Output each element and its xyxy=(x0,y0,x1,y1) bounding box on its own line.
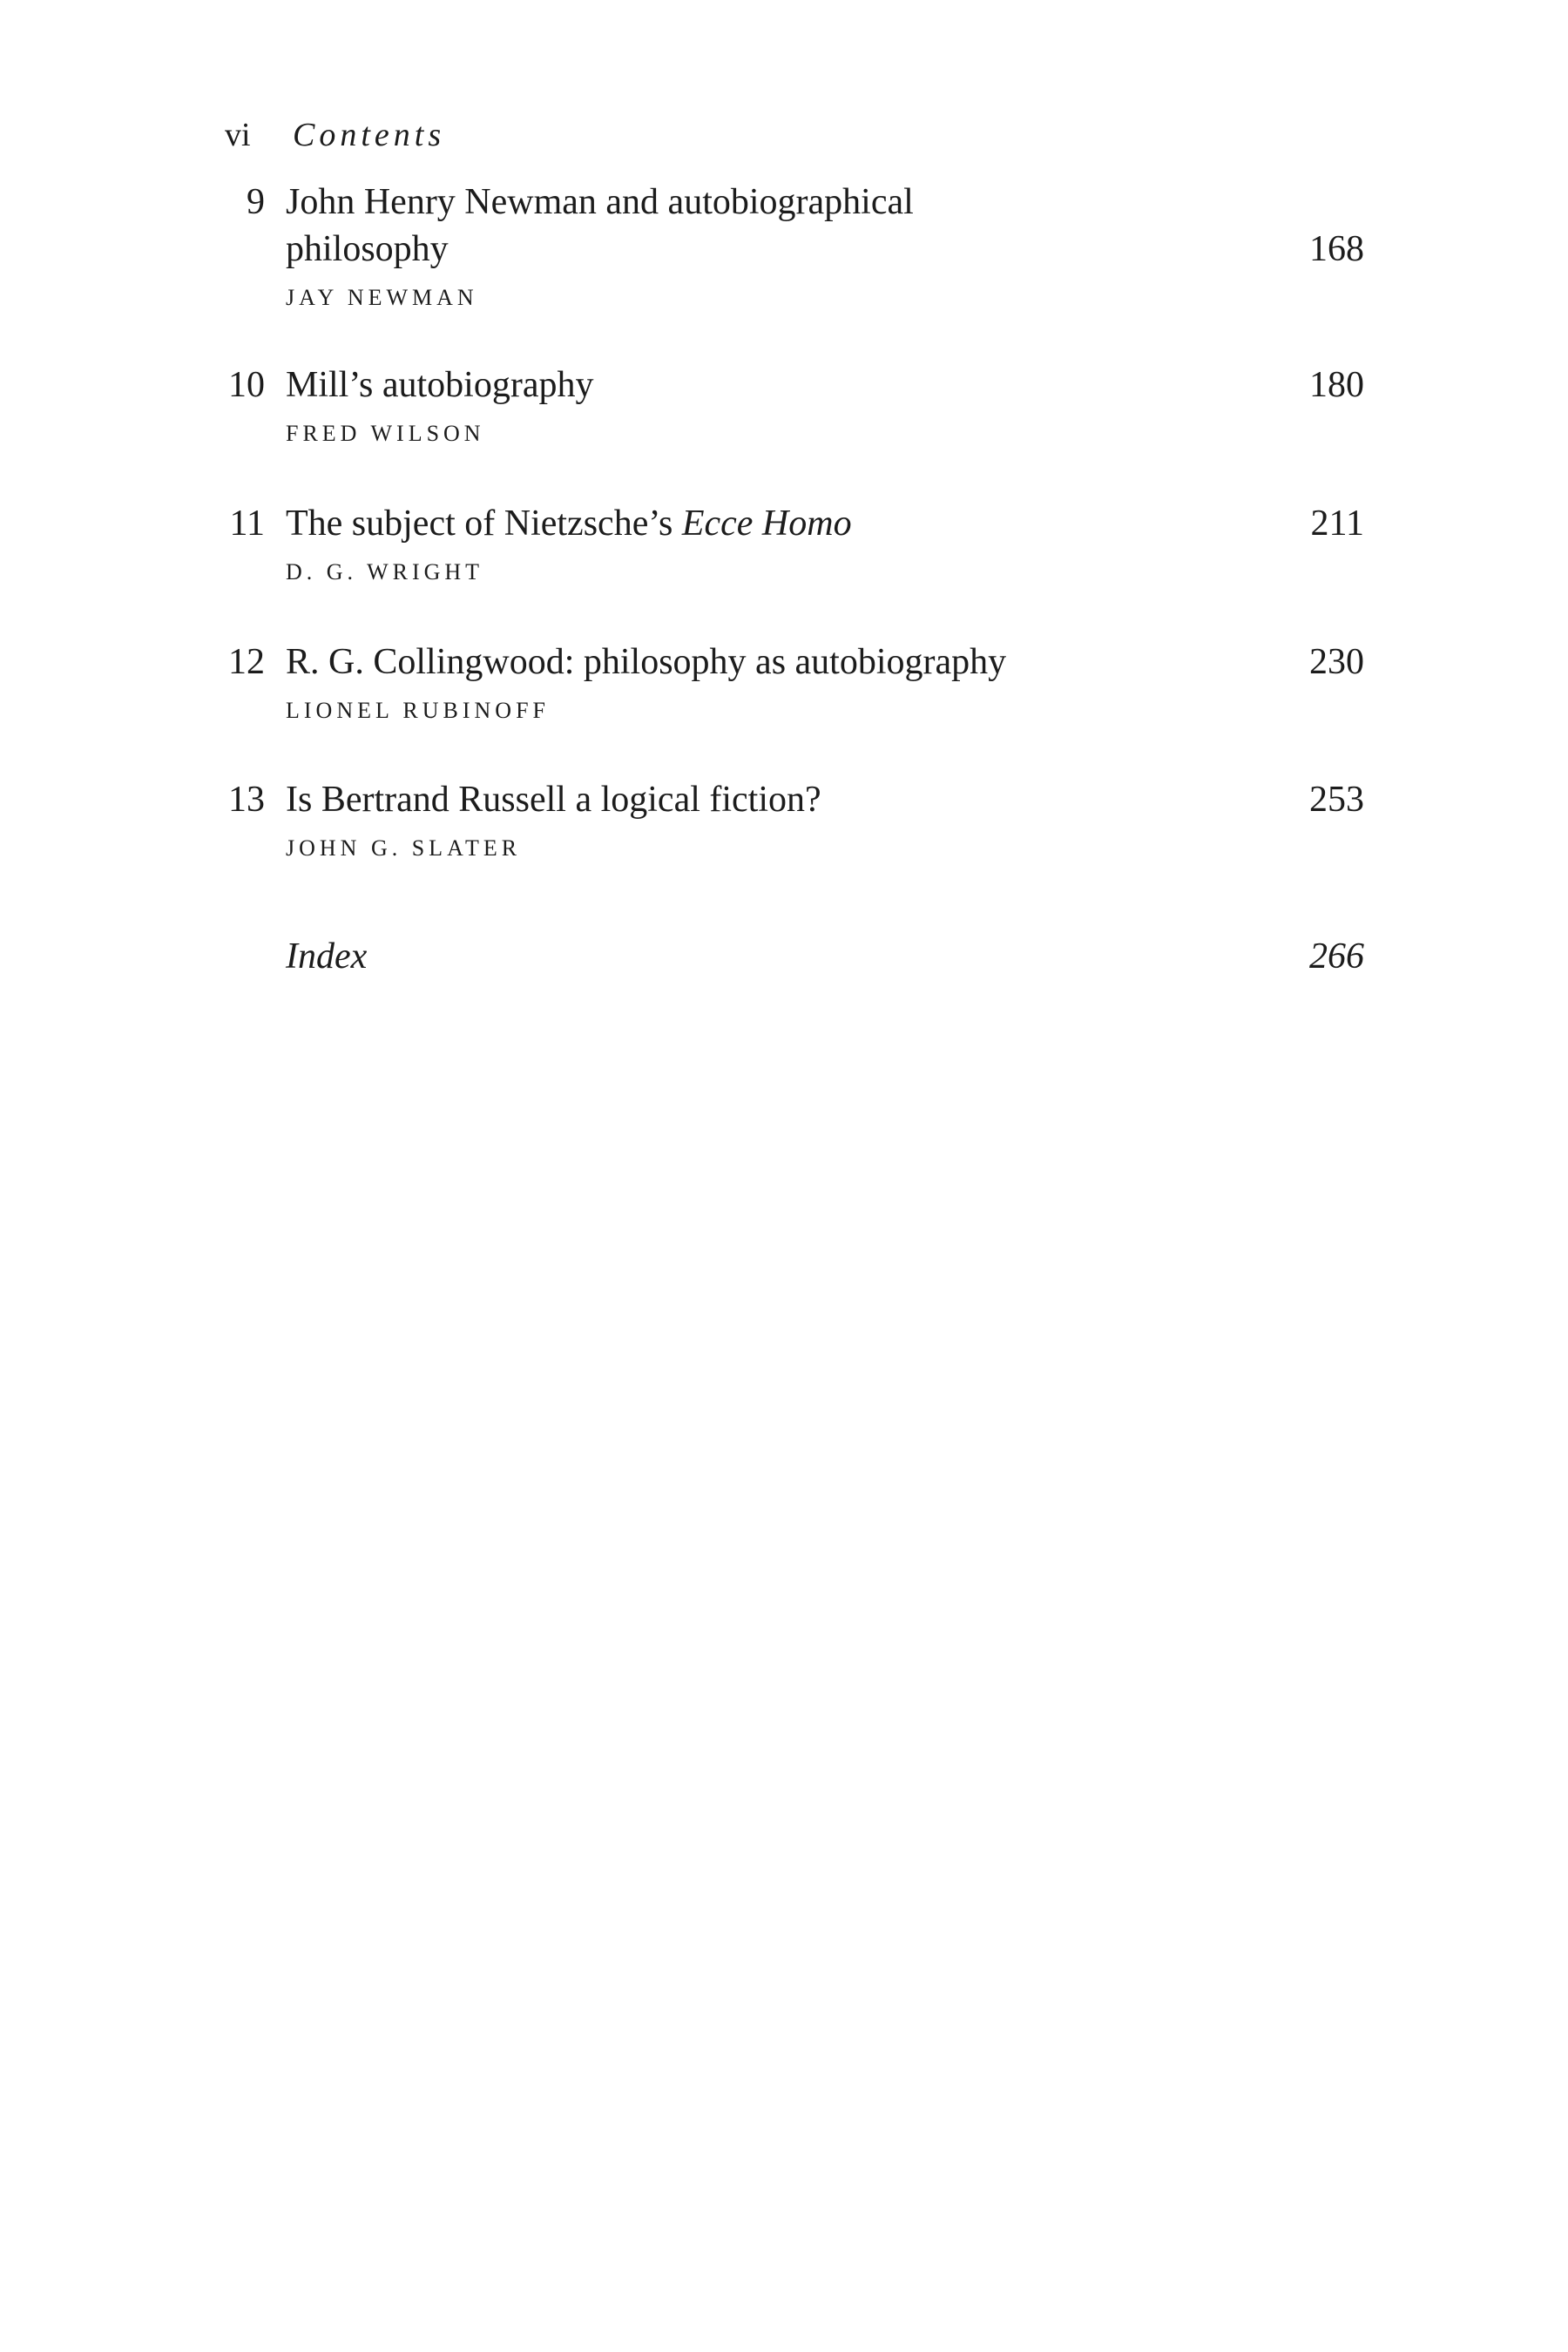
chapter-title[interactable] xyxy=(286,500,1157,547)
page-number: 253 xyxy=(1309,780,1364,820)
chapter-title-line: John Henry Newman and autobiographical xyxy=(286,182,914,222)
section-title: Contents xyxy=(293,117,446,153)
page-number: 230 xyxy=(1309,642,1364,682)
chapter-title-italic: Ecce Homo xyxy=(681,504,852,544)
chapter-title-text: The subject of Nietzsche’s xyxy=(286,504,682,544)
chapter-title-line: philosophy xyxy=(286,229,449,269)
chapter-author: LIONEL RUBINOFF xyxy=(286,698,550,723)
chapter-title[interactable]: R. G. Collingwood: philosophy as autobiography xyxy=(286,642,1007,682)
chapter-author: FRED WILSON xyxy=(286,421,485,446)
chapter-author: JOHN G. SLATER xyxy=(286,835,522,861)
chapter-author: D. G. WRIGHT xyxy=(286,559,484,585)
chapter-author: JAY NEWMAN xyxy=(286,285,478,310)
page-number: 180 xyxy=(1309,365,1364,405)
chapter-number: 10 xyxy=(228,365,265,405)
chapter-number: 11 xyxy=(229,504,265,544)
chapter-number: 13 xyxy=(228,780,265,820)
index-title[interactable]: Index xyxy=(286,936,368,977)
chapter-number: 9 xyxy=(247,182,265,222)
chapter-title[interactable] xyxy=(286,179,1157,273)
chapter-title[interactable]: Is Bertrand Russell a logical fiction? xyxy=(286,780,821,820)
chapter-title[interactable]: Mill’s autobiography xyxy=(286,365,594,405)
chapter-number: 12 xyxy=(228,642,265,682)
running-head xyxy=(225,113,445,157)
page-folio: vi xyxy=(225,117,251,153)
page-number: 211 xyxy=(1310,504,1364,544)
page-number: 168 xyxy=(1309,229,1364,269)
index-page-number: 266 xyxy=(1309,936,1364,977)
